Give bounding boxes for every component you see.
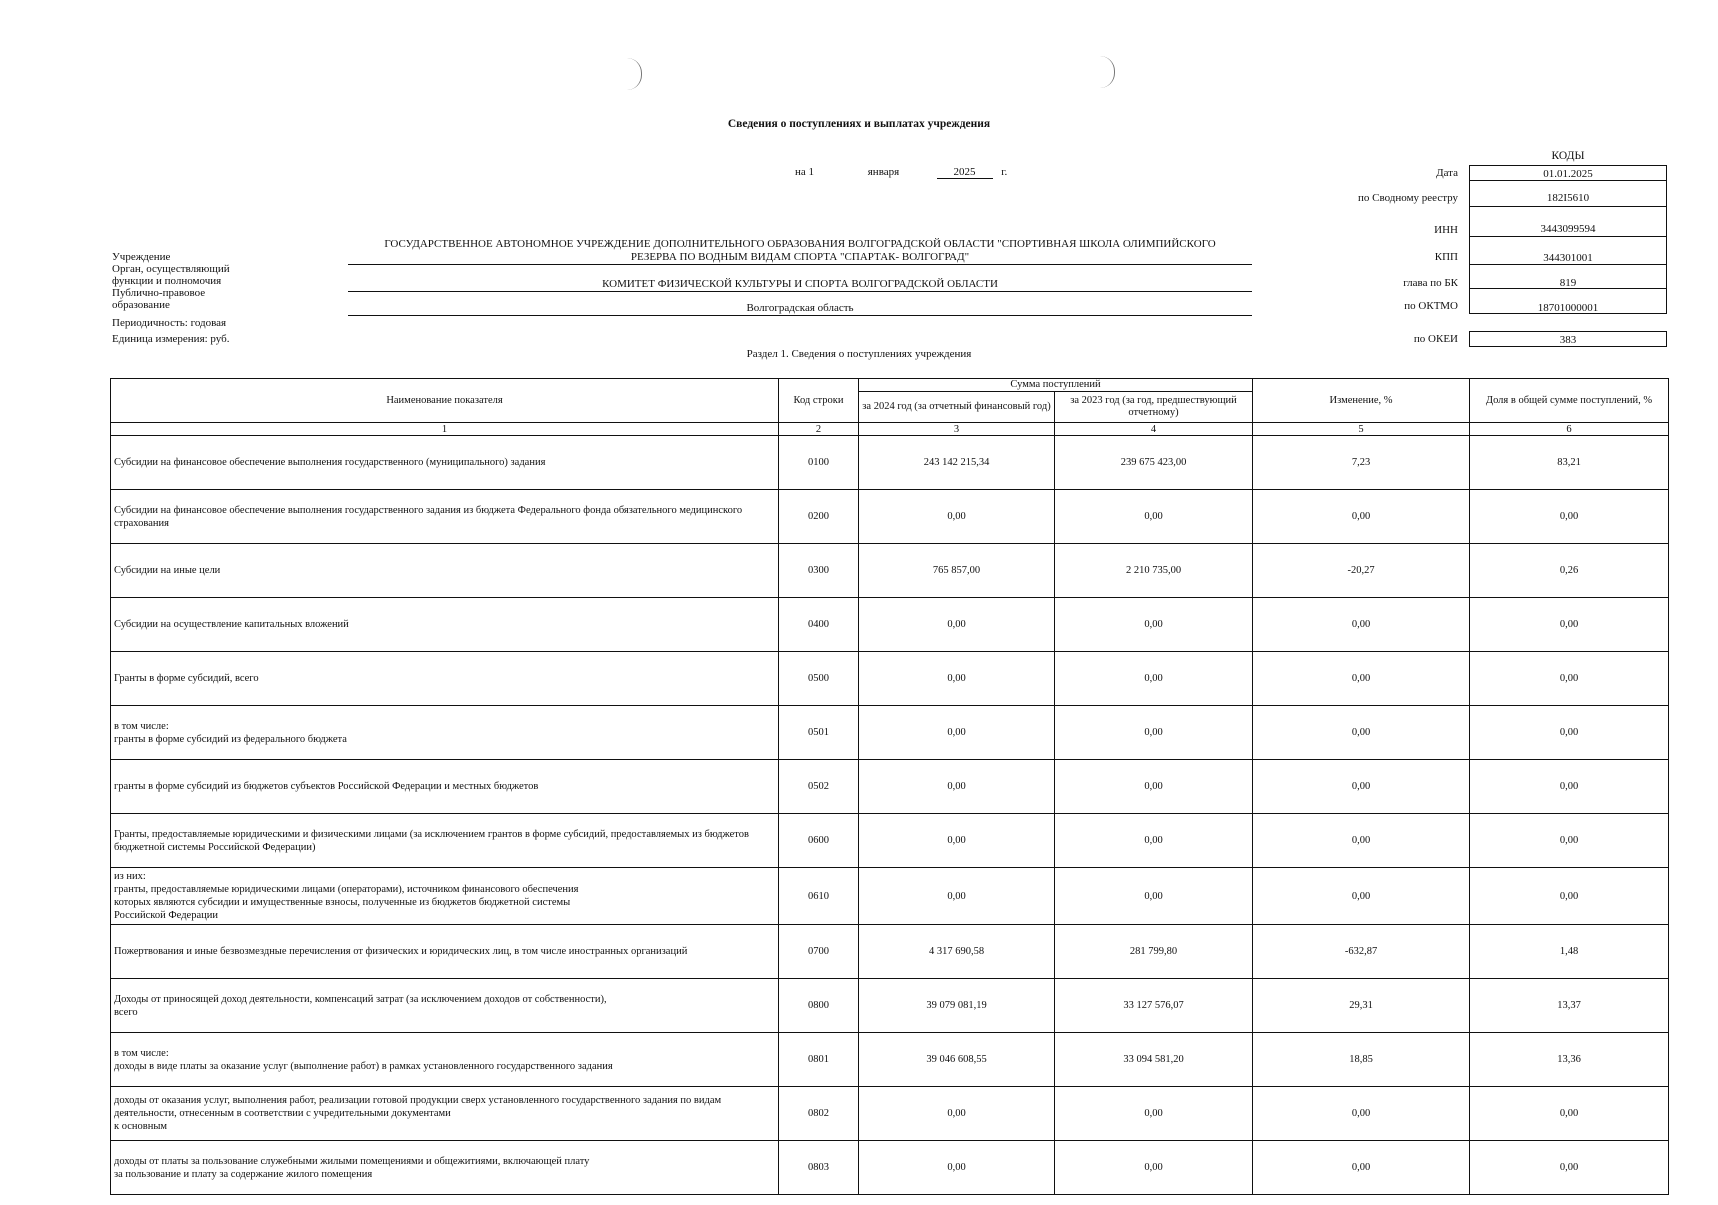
cell-y2023: 0,00 [1055, 598, 1253, 652]
cell-y2024: 39 079 081,19 [859, 979, 1055, 1033]
cell-change: 0,00 [1253, 814, 1470, 868]
section-title: Раздел 1. Сведения о поступлениях учреждения [746, 348, 972, 360]
municipality-name: Волгоградская область [348, 302, 1252, 316]
code-value-registry: 182I5610 [1469, 181, 1667, 207]
date-prefix: на 1 [795, 166, 815, 178]
column-index: 1 [111, 423, 779, 436]
cell-y2024: 4 317 690,58 [859, 925, 1055, 979]
cell-change: -632,87 [1253, 925, 1470, 979]
cell-share: 0,00 [1470, 868, 1669, 925]
cell-y2023: 239 675 423,00 [1055, 436, 1253, 490]
cell-share: 0,00 [1470, 652, 1669, 706]
table-row [111, 979, 1669, 1033]
cell-y2024: 0,00 [859, 598, 1055, 652]
cell-code: 0700 [779, 925, 859, 979]
header-change: Изменение, % [1253, 379, 1470, 423]
table-row [111, 436, 1669, 490]
cell-share: 0,00 [1470, 1087, 1669, 1141]
cell-share: 0,00 [1470, 598, 1669, 652]
cell-name: Гранты в форме субсидий, всего [111, 652, 779, 706]
date-year: 2025 [937, 166, 993, 179]
cell-y2023: 0,00 [1055, 652, 1253, 706]
cell-y2023: 0,00 [1055, 814, 1253, 868]
cell-change: 0,00 [1253, 652, 1470, 706]
column-index: 2 [779, 423, 859, 436]
table-row [111, 490, 1669, 544]
date-suffix: г. [1001, 166, 1008, 178]
cell-code: 0801 [779, 1033, 859, 1087]
cell-change: 0,00 [1253, 1141, 1470, 1195]
code-label-bk: глава по БК [1403, 277, 1458, 289]
cell-y2023: 281 799,80 [1055, 925, 1253, 979]
label-municipality: Публично-правовое образование [112, 287, 206, 311]
cell-y2023: 0,00 [1055, 1087, 1253, 1141]
cell-code: 0802 [779, 1087, 859, 1141]
cell-y2023: 2 210 735,00 [1055, 544, 1253, 598]
cell-y2023: 0,00 [1055, 868, 1253, 925]
cell-name: Субсидии на финансовое обеспечение выполнения государственного задания из бюджета Федерального фонда обязательного медицинского страхования [111, 490, 779, 544]
header-2024: за 2024 год (за отчетный финансовый год) [859, 392, 1055, 423]
cell-name: в том числе: доходы в виде платы за оказание услуг (выполнение работ) в рамках установленного государственного задания [111, 1033, 779, 1087]
code-label-oktmo: по ОКТМО [1404, 300, 1458, 312]
institution-name-line-1: ГОСУДАРСТВЕННОЕ АВТОНОМНОЕ УЧРЕЖДЕНИЕ ДОПОЛНИТЕЛЬНОГО ОБРАЗОВАНИЯ ВОЛГОГРАДСКОЙ ОБЛАСТИ "СПОРТИВНАЯ ШКОЛА ОЛИМПИЙСКОГО [384, 238, 1216, 250]
column-index-row [111, 423, 1669, 436]
cell-name: Пожертвования и иные безвозмездные перечисления от физических и юридических лиц, в том числе иностранных организаций [111, 925, 779, 979]
cell-y2023: 0,00 [1055, 490, 1253, 544]
receipts-table [110, 378, 1669, 1195]
cell-name: доходы от платы за пользование служебными жилыми помещениями и общежитиями, включающей плату за пользование и плату за содержание жилого помещения [111, 1141, 779, 1195]
cell-name: Субсидии на осуществление капитальных вложений [111, 598, 779, 652]
cell-change: 18,85 [1253, 1033, 1470, 1087]
label-authority: Орган, осуществляющий функции и полномочия [112, 263, 230, 287]
date-month: января [867, 166, 900, 178]
column-index: 6 [1470, 423, 1669, 436]
cell-y2024: 0,00 [859, 706, 1055, 760]
code-value-bk: 819 [1469, 265, 1667, 289]
code-label-okei: по ОКЕИ [1413, 333, 1458, 345]
cell-code: 0400 [779, 598, 859, 652]
cell-y2024: 0,00 [859, 1141, 1055, 1195]
cell-y2023: 0,00 [1055, 760, 1253, 814]
cell-change: 0,00 [1253, 760, 1470, 814]
document-title: Сведения о поступлениях и выплатах учреждения [727, 118, 991, 130]
cell-code: 0100 [779, 436, 859, 490]
cell-y2024: 765 857,00 [859, 544, 1055, 598]
cell-change: 0,00 [1253, 598, 1470, 652]
label-unit: Единица измерения: руб. [112, 333, 230, 345]
cell-share: 13,36 [1470, 1033, 1669, 1087]
cell-y2024: 39 046 608,55 [859, 1033, 1055, 1087]
cell-y2024: 0,00 [859, 760, 1055, 814]
institution-name-line-2: РЕЗЕРВА ПО ВОДНЫМ ВИДАМ СПОРТА "СПАРТАК- ВОЛГОГРАД" [630, 251, 970, 263]
header-sum-group: Сумма поступлений [859, 379, 1253, 392]
cell-name: Субсидии на финансовое обеспечение выполнения государственного (муниципального) задания [111, 436, 779, 490]
code-value-oktmo: 18701000001 [1469, 289, 1667, 314]
cell-y2023: 33 094 581,20 [1055, 1033, 1253, 1087]
header-2023: за 2023 год (за год, предшествующий отчетному) [1055, 392, 1253, 423]
scan-hole-mark-left [627, 58, 642, 90]
header-name: Наименование показателя [111, 379, 779, 423]
institution-name [348, 238, 1252, 265]
cell-code: 0501 [779, 706, 859, 760]
table-row [111, 652, 1669, 706]
cell-code: 0803 [779, 1141, 859, 1195]
table-row [111, 925, 1669, 979]
cell-change: -20,27 [1253, 544, 1470, 598]
scan-hole-mark-right [1100, 56, 1115, 88]
table-row [111, 760, 1669, 814]
cell-y2024: 243 142 215,34 [859, 436, 1055, 490]
cell-y2024: 0,00 [859, 814, 1055, 868]
cell-name: из них: гранты, предоставляемые юридическими лицами (операторами), источником финансового обеспечения которых являются субсидии и имущественные взносы, полученные из бюджетов бюджетной системы Российской Федерации [111, 868, 779, 925]
cell-name: Доходы от приносящей доход деятельности, компенсаций затрат (за исключением доходов от собственности), всего [111, 979, 779, 1033]
table-row [111, 598, 1669, 652]
cell-y2024: 0,00 [859, 868, 1055, 925]
table-row [111, 868, 1669, 925]
cell-share: 0,00 [1470, 706, 1669, 760]
cell-y2023: 0,00 [1055, 1141, 1253, 1195]
table-row [111, 544, 1669, 598]
code-label-inn: ИНН [1434, 224, 1458, 236]
cell-change: 0,00 [1253, 490, 1470, 544]
cell-y2023: 33 127 576,07 [1055, 979, 1253, 1033]
cell-name: в том числе: гранты в форме субсидий из федерального бюджета [111, 706, 779, 760]
cell-y2023: 0,00 [1055, 706, 1253, 760]
table-row [111, 706, 1669, 760]
cell-name: Субсидии на иные цели [111, 544, 779, 598]
cell-change: 0,00 [1253, 868, 1470, 925]
cell-code: 0500 [779, 652, 859, 706]
cell-change: 29,31 [1253, 979, 1470, 1033]
cell-name: гранты в форме субсидий из бюджетов субъектов Российской Федерации и местных бюджетов [111, 760, 779, 814]
codes-header: КОДЫ [1551, 150, 1585, 162]
cell-share: 0,00 [1470, 490, 1669, 544]
code-value-inn: 3443099594 [1469, 207, 1667, 237]
column-index: 3 [859, 423, 1055, 436]
code-label-date: Дата [1436, 167, 1458, 179]
code-value-date: 01.01.2025 [1469, 165, 1667, 181]
table-row [111, 814, 1669, 868]
code-value-okei: 383 [1469, 331, 1667, 347]
code-label-registry: по Сводному реестру [1358, 192, 1458, 204]
code-label-kpp: КПП [1434, 251, 1458, 263]
cell-change: 0,00 [1253, 1087, 1470, 1141]
header-code: Код строки [779, 379, 859, 423]
label-institution: Учреждение [112, 251, 171, 263]
cell-y2024: 0,00 [859, 490, 1055, 544]
table-row [111, 1033, 1669, 1087]
header-share: Доля в общей сумме поступлений, % [1470, 379, 1669, 423]
column-index: 5 [1253, 423, 1470, 436]
table-row [111, 1141, 1669, 1195]
cell-code: 0200 [779, 490, 859, 544]
code-value-kpp: 344301001 [1469, 237, 1667, 265]
cell-change: 0,00 [1253, 706, 1470, 760]
cell-name: доходы от оказания услуг, выполнения работ, реализации готовой продукции сверх установленного государственного задания по видам деятельности, отнесенным в соответствии с учредительными документами к основным [111, 1087, 779, 1141]
cell-code: 0300 [779, 544, 859, 598]
cell-y2024: 0,00 [859, 652, 1055, 706]
cell-code: 0800 [779, 979, 859, 1033]
authority-name: КОМИТЕТ ФИЗИЧЕСКОЙ КУЛЬТУРЫ И СПОРТА ВОЛГОГРАДСКОЙ ОБЛАСТИ [348, 278, 1252, 292]
cell-y2024: 0,00 [859, 1087, 1055, 1141]
column-index: 4 [1055, 423, 1253, 436]
cell-share: 83,21 [1470, 436, 1669, 490]
cell-share: 13,37 [1470, 979, 1669, 1033]
table-row [111, 1087, 1669, 1141]
label-periodicity: Периодичность: годовая [112, 317, 227, 329]
cell-share: 0,00 [1470, 760, 1669, 814]
report-date-line [795, 166, 1007, 179]
cell-code: 0502 [779, 760, 859, 814]
cell-share: 0,26 [1470, 544, 1669, 598]
cell-share: 0,00 [1470, 1141, 1669, 1195]
cell-change: 7,23 [1253, 436, 1470, 490]
cell-code: 0610 [779, 868, 859, 925]
cell-name: Гранты, предоставляемые юридическими и физическими лицами (за исключением грантов в форме субсидий, предоставляемых из бюджетов бюджетной системы Российской Федерации) [111, 814, 779, 868]
cell-share: 1,48 [1470, 925, 1669, 979]
cell-share: 0,00 [1470, 814, 1669, 868]
cell-code: 0600 [779, 814, 859, 868]
